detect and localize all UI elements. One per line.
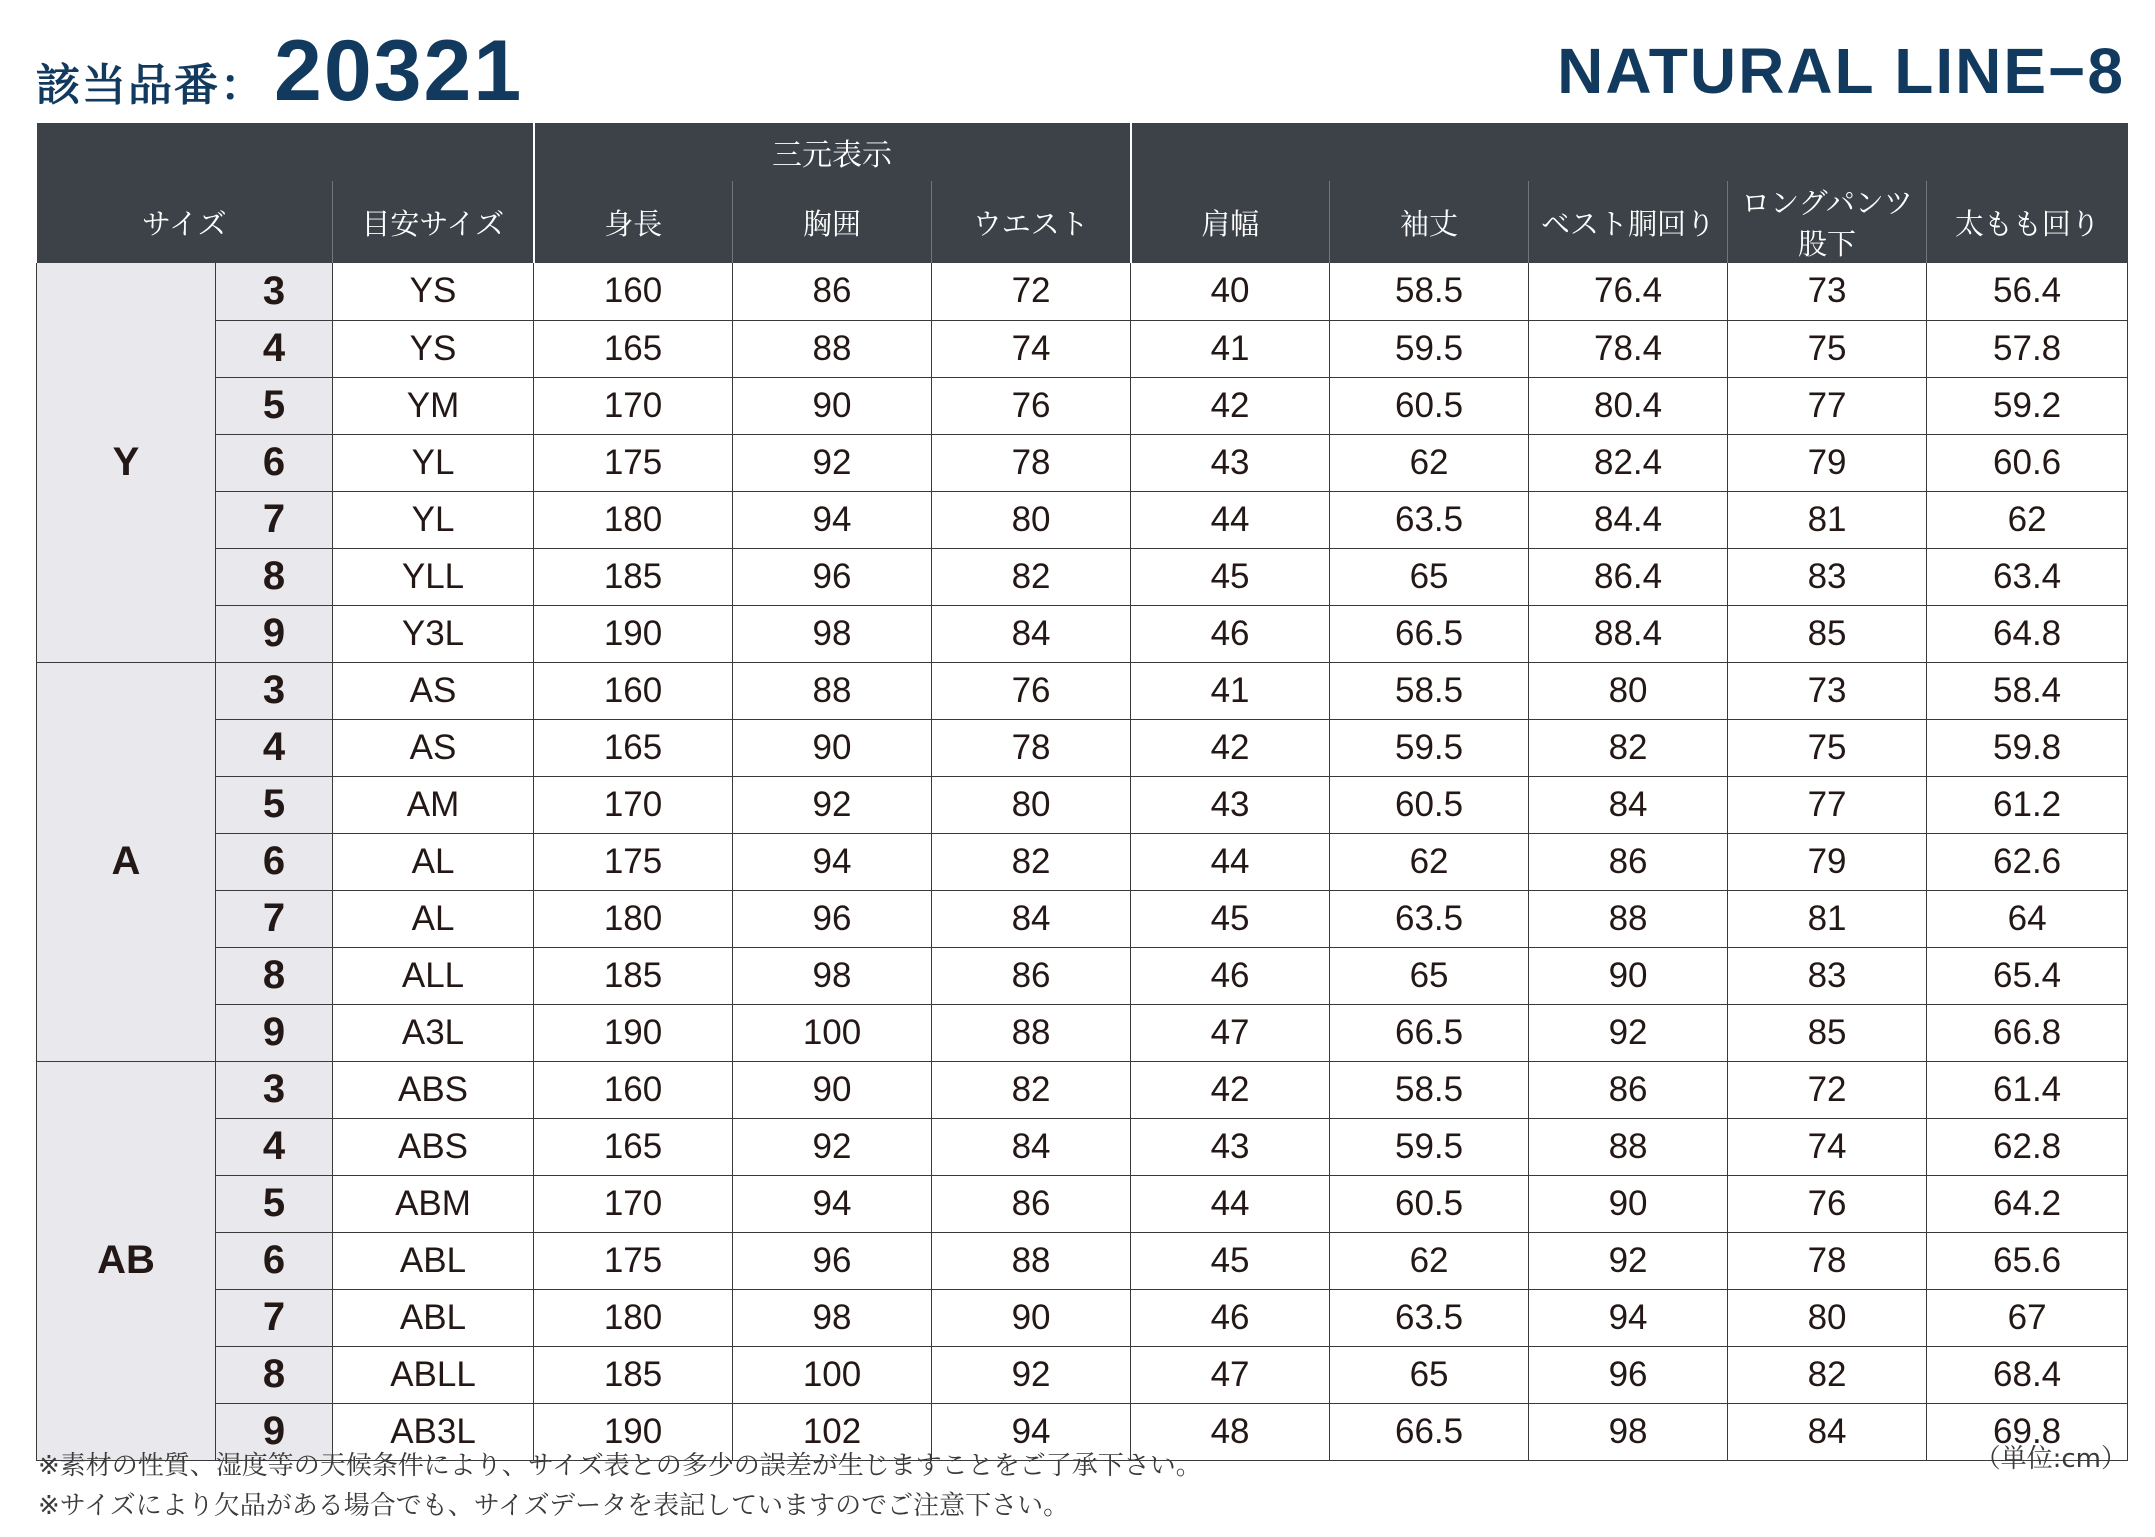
cell-height: 160 — [534, 662, 733, 719]
cell-vest-waist: 88 — [1529, 890, 1728, 947]
cell-size-number: 5 — [216, 377, 333, 434]
table-body — [37, 263, 2128, 1460]
cell-chest: 86 — [733, 263, 932, 320]
cell-thigh: 65.6 — [1927, 1232, 2128, 1289]
table-row — [37, 377, 2128, 434]
cell-height: 165 — [534, 320, 733, 377]
cell-chest: 94 — [733, 833, 932, 890]
cell-guide-size: AL — [333, 890, 534, 947]
cell-vest-waist: 78.4 — [1529, 320, 1728, 377]
cell-chest: 100 — [733, 1004, 932, 1061]
cell-shoulder: 47 — [1131, 1346, 1330, 1403]
cell-thigh: 59.2 — [1927, 377, 2128, 434]
col-header-vest-waist: ベスト胴回り — [1529, 181, 1728, 263]
cell-guide-size: YL — [333, 491, 534, 548]
cell-shoulder: 43 — [1131, 776, 1330, 833]
cell-sleeve: 58.5 — [1330, 263, 1529, 320]
table-row — [37, 605, 2128, 662]
cell-sleeve: 58.5 — [1330, 662, 1529, 719]
cell-sleeve: 62 — [1330, 833, 1529, 890]
cell-thigh: 58.4 — [1927, 662, 2128, 719]
cell-guide-size: ABS — [333, 1118, 534, 1175]
cell-shoulder: 42 — [1131, 719, 1330, 776]
cell-guide-size: YLL — [333, 548, 534, 605]
cell-height: 170 — [534, 1175, 733, 1232]
cell-height: 190 — [534, 1403, 733, 1460]
cell-vest-waist: 82.4 — [1529, 434, 1728, 491]
table-row — [37, 548, 2128, 605]
cell-guide-size: ABL — [333, 1289, 534, 1346]
cell-inseam: 74 — [1728, 1118, 1927, 1175]
header-blank-right — [1131, 123, 2128, 181]
cell-height: 185 — [534, 947, 733, 1004]
cell-waist: 78 — [932, 719, 1131, 776]
cell-chest: 92 — [733, 434, 932, 491]
cell-chest: 98 — [733, 1289, 932, 1346]
table-row — [37, 662, 2128, 719]
cell-waist: 78 — [932, 434, 1131, 491]
cell-waist: 90 — [932, 1289, 1131, 1346]
header-row-columns — [37, 181, 2128, 263]
cell-thigh: 61.2 — [1927, 776, 2128, 833]
cell-thigh: 64 — [1927, 890, 2128, 947]
col-header-waist: ウエスト — [932, 181, 1131, 263]
cell-chest: 98 — [733, 605, 932, 662]
cell-inseam: 81 — [1728, 890, 1927, 947]
cell-guide-size: YL — [333, 434, 534, 491]
cell-height: 170 — [534, 377, 733, 434]
cell-size-number: 8 — [216, 548, 333, 605]
cell-inseam: 77 — [1728, 776, 1927, 833]
cell-waist: 84 — [932, 890, 1131, 947]
cell-size-number: 5 — [216, 776, 333, 833]
table-row — [37, 1061, 2128, 1118]
cell-vest-waist: 92 — [1529, 1232, 1728, 1289]
cell-height: 190 — [534, 1004, 733, 1061]
three-dim-header: 三元表示 — [534, 123, 1131, 181]
cell-waist: 92 — [932, 1346, 1131, 1403]
table-row — [37, 1175, 2128, 1232]
cell-size-number: 4 — [216, 1118, 333, 1175]
cell-shoulder: 43 — [1131, 434, 1330, 491]
cell-height: 180 — [534, 1289, 733, 1346]
cell-thigh: 67 — [1927, 1289, 2128, 1346]
cell-inseam: 79 — [1728, 833, 1927, 890]
cell-sleeve: 66.5 — [1330, 1004, 1529, 1061]
table-row — [37, 434, 2128, 491]
cell-height: 170 — [534, 776, 733, 833]
cell-waist: 82 — [932, 548, 1131, 605]
series-title: NATURAL LINE−8 — [1557, 35, 2125, 107]
cell-guide-size: AS — [333, 662, 534, 719]
table-row — [37, 1232, 2128, 1289]
table-row — [37, 1004, 2128, 1061]
cell-guide-size: YM — [333, 377, 534, 434]
col-header-shoulder: 肩幅 — [1131, 181, 1330, 263]
cell-shoulder: 47 — [1131, 1004, 1330, 1061]
table-row — [37, 890, 2128, 947]
cell-waist: 88 — [932, 1232, 1131, 1289]
cell-waist: 80 — [932, 776, 1131, 833]
cell-waist: 88 — [932, 1004, 1131, 1061]
cell-chest: 100 — [733, 1346, 932, 1403]
cell-size-number: 9 — [216, 1004, 333, 1061]
cell-guide-size: A3L — [333, 1004, 534, 1061]
col-header-guide-size: 目安サイズ — [333, 181, 534, 263]
cell-size-number: 5 — [216, 1175, 333, 1232]
table-row — [37, 833, 2128, 890]
cell-waist: 82 — [932, 1061, 1131, 1118]
cell-size-number: 7 — [216, 491, 333, 548]
col-header-sleeve: 袖丈 — [1330, 181, 1529, 263]
cell-height: 175 — [534, 1232, 733, 1289]
cell-size-number: 8 — [216, 1346, 333, 1403]
cell-inseam: 77 — [1728, 377, 1927, 434]
cell-inseam: 79 — [1728, 434, 1927, 491]
cell-height: 165 — [534, 719, 733, 776]
cell-chest: 90 — [733, 1061, 932, 1118]
cell-thigh: 63.4 — [1927, 548, 2128, 605]
cell-waist: 72 — [932, 263, 1131, 320]
cell-inseam: 81 — [1728, 491, 1927, 548]
cell-guide-size: Y3L — [333, 605, 534, 662]
cell-size-number: 3 — [216, 263, 333, 320]
cell-chest: 96 — [733, 548, 932, 605]
cell-vest-waist: 76.4 — [1529, 263, 1728, 320]
cell-thigh: 69.8 — [1927, 1403, 2128, 1460]
cell-guide-size: ABM — [333, 1175, 534, 1232]
cell-shoulder: 44 — [1131, 491, 1330, 548]
cell-waist: 74 — [932, 320, 1131, 377]
table-row — [37, 320, 2128, 377]
cell-chest: 90 — [733, 719, 932, 776]
cell-size-number: 9 — [216, 1403, 333, 1460]
cell-thigh: 61.4 — [1927, 1061, 2128, 1118]
col-header-chest: 胸囲 — [733, 181, 932, 263]
cell-guide-size: AL — [333, 833, 534, 890]
cell-vest-waist: 80.4 — [1529, 377, 1728, 434]
cell-chest: 94 — [733, 491, 932, 548]
cell-chest: 94 — [733, 1175, 932, 1232]
col-header-inseam: ロングパンツ股下 — [1728, 181, 1927, 263]
cell-size-number: 6 — [216, 1232, 333, 1289]
cell-chest: 92 — [733, 1118, 932, 1175]
cell-inseam: 85 — [1728, 605, 1927, 662]
cell-sleeve: 59.5 — [1330, 320, 1529, 377]
table-row — [37, 947, 2128, 1004]
cell-inseam: 75 — [1728, 719, 1927, 776]
cell-sleeve: 62 — [1330, 434, 1529, 491]
cell-guide-size: ALL — [333, 947, 534, 1004]
cell-shoulder: 45 — [1131, 548, 1330, 605]
cell-waist: 94 — [932, 1403, 1131, 1460]
cell-thigh: 62 — [1927, 491, 2128, 548]
cell-shoulder: 41 — [1131, 662, 1330, 719]
cell-shoulder: 45 — [1131, 890, 1330, 947]
cell-chest: 96 — [733, 1232, 932, 1289]
cell-inseam: 83 — [1728, 548, 1927, 605]
cell-sleeve: 59.5 — [1330, 1118, 1529, 1175]
cell-guide-size: YS — [333, 320, 534, 377]
cell-sleeve: 66.5 — [1330, 1403, 1529, 1460]
cell-size-number: 7 — [216, 1289, 333, 1346]
cell-shoulder: 42 — [1131, 1061, 1330, 1118]
cell-height: 165 — [534, 1118, 733, 1175]
cell-height: 190 — [534, 605, 733, 662]
cell-inseam: 75 — [1728, 320, 1927, 377]
cell-sleeve: 63.5 — [1330, 491, 1529, 548]
table-row — [37, 1118, 2128, 1175]
cell-size-number: 4 — [216, 320, 333, 377]
cell-sleeve: 65 — [1330, 1346, 1529, 1403]
cell-guide-size: ABLL — [333, 1346, 534, 1403]
cell-size-number: 8 — [216, 947, 333, 1004]
cell-height: 175 — [534, 833, 733, 890]
cell-sleeve: 65 — [1330, 548, 1529, 605]
cell-guide-size: AB3L — [333, 1403, 534, 1460]
cell-shoulder: 43 — [1131, 1118, 1330, 1175]
cell-thigh: 62.8 — [1927, 1118, 2128, 1175]
cell-inseam: 83 — [1728, 947, 1927, 1004]
cell-chest: 92 — [733, 776, 932, 833]
cell-height: 180 — [534, 890, 733, 947]
cell-inseam: 73 — [1728, 263, 1927, 320]
product-label: 該当品番： — [36, 60, 266, 111]
cell-height: 185 — [534, 1346, 733, 1403]
cell-thigh: 57.8 — [1927, 320, 2128, 377]
cell-thigh: 64.2 — [1927, 1175, 2128, 1232]
cell-inseam: 85 — [1728, 1004, 1927, 1061]
notes — [38, 1446, 1202, 1526]
cell-waist: 76 — [932, 377, 1131, 434]
cell-vest-waist: 86.4 — [1529, 548, 1728, 605]
cell-waist: 80 — [932, 491, 1131, 548]
cell-thigh: 62.6 — [1927, 833, 2128, 890]
cell-thigh: 56.4 — [1927, 263, 2128, 320]
cell-vest-waist: 96 — [1529, 1346, 1728, 1403]
cell-guide-size: YS — [333, 263, 534, 320]
cell-waist: 76 — [932, 662, 1131, 719]
cell-vest-waist: 98 — [1529, 1403, 1728, 1460]
cell-sleeve: 63.5 — [1330, 1289, 1529, 1346]
cell-chest: 90 — [733, 377, 932, 434]
cell-chest: 98 — [733, 947, 932, 1004]
cell-vest-waist: 88 — [1529, 1118, 1728, 1175]
cell-vest-waist: 94 — [1529, 1289, 1728, 1346]
cell-shoulder: 44 — [1131, 1175, 1330, 1232]
cell-chest: 96 — [733, 890, 932, 947]
cell-vest-waist: 92 — [1529, 1004, 1728, 1061]
cell-waist: 82 — [932, 833, 1131, 890]
cell-waist: 86 — [932, 1175, 1131, 1232]
cell-chest: 88 — [733, 320, 932, 377]
cell-height: 185 — [534, 548, 733, 605]
cell-vest-waist: 86 — [1529, 1061, 1728, 1118]
cell-shoulder: 42 — [1131, 377, 1330, 434]
cell-guide-size: AS — [333, 719, 534, 776]
cell-vest-waist: 90 — [1529, 1175, 1728, 1232]
cell-sleeve: 65 — [1330, 947, 1529, 1004]
cell-height: 175 — [534, 434, 733, 491]
cell-shoulder: 46 — [1131, 1289, 1330, 1346]
size-group-label: AB — [37, 1061, 216, 1460]
col-header-height: 身長 — [534, 181, 733, 263]
cell-height: 160 — [534, 1061, 733, 1118]
size-group-label: A — [37, 662, 216, 1061]
table-row — [37, 263, 2128, 320]
size-table — [36, 123, 2128, 1461]
cell-chest: 88 — [733, 662, 932, 719]
cell-waist: 86 — [932, 947, 1131, 1004]
cell-size-number: 4 — [216, 719, 333, 776]
cell-vest-waist: 88.4 — [1529, 605, 1728, 662]
cell-thigh: 64.8 — [1927, 605, 2128, 662]
cell-shoulder: 48 — [1131, 1403, 1330, 1460]
cell-size-number: 6 — [216, 833, 333, 890]
cell-vest-waist: 86 — [1529, 833, 1728, 890]
cell-inseam: 84 — [1728, 1403, 1927, 1460]
cell-sleeve: 60.5 — [1330, 1175, 1529, 1232]
cell-shoulder: 46 — [1131, 605, 1330, 662]
cell-vest-waist: 84 — [1529, 776, 1728, 833]
cell-inseam: 82 — [1728, 1346, 1927, 1403]
cell-vest-waist: 84.4 — [1529, 491, 1728, 548]
table-row — [37, 1289, 2128, 1346]
cell-thigh: 68.4 — [1927, 1346, 2128, 1403]
cell-thigh: 60.6 — [1927, 434, 2128, 491]
cell-inseam: 80 — [1728, 1289, 1927, 1346]
note-line: ※サイズにより欠品がある場合でも、サイズデータを表記していますのでご注意下さい。 — [38, 1491, 1070, 1521]
cell-shoulder: 45 — [1131, 1232, 1330, 1289]
cell-size-number: 7 — [216, 890, 333, 947]
cell-chest: 102 — [733, 1403, 932, 1460]
cell-guide-size: ABS — [333, 1061, 534, 1118]
cell-vest-waist: 80 — [1529, 662, 1728, 719]
cell-shoulder: 40 — [1131, 263, 1330, 320]
cell-size-number: 3 — [216, 1061, 333, 1118]
cell-inseam: 73 — [1728, 662, 1927, 719]
table-row — [37, 719, 2128, 776]
col-header-thigh: 太もも回り — [1927, 181, 2128, 263]
col-header-size: サイズ — [37, 181, 333, 263]
cell-shoulder: 41 — [1131, 320, 1330, 377]
cell-shoulder: 44 — [1131, 833, 1330, 890]
cell-inseam: 78 — [1728, 1232, 1927, 1289]
unit-label: （単位:cm） — [1974, 1444, 2127, 1474]
cell-size-number: 6 — [216, 434, 333, 491]
cell-size-number: 9 — [216, 605, 333, 662]
cell-sleeve: 60.5 — [1330, 776, 1529, 833]
cell-inseam: 76 — [1728, 1175, 1927, 1232]
cell-sleeve: 62 — [1330, 1232, 1529, 1289]
cell-waist: 84 — [932, 1118, 1131, 1175]
cell-guide-size: AM — [333, 776, 534, 833]
product-heading — [36, 22, 523, 121]
cell-thigh: 65.4 — [1927, 947, 2128, 1004]
table-row — [37, 1346, 2128, 1403]
cell-sleeve: 66.5 — [1330, 605, 1529, 662]
cell-guide-size: ABL — [333, 1232, 534, 1289]
header-blank-left — [37, 123, 534, 181]
table-row — [37, 776, 2128, 833]
header-row-top — [37, 123, 2128, 181]
cell-sleeve: 63.5 — [1330, 890, 1529, 947]
cell-inseam: 72 — [1728, 1061, 1927, 1118]
cell-shoulder: 46 — [1131, 947, 1330, 1004]
cell-thigh: 59.8 — [1927, 719, 2128, 776]
cell-height: 180 — [534, 491, 733, 548]
cell-sleeve: 59.5 — [1330, 719, 1529, 776]
cell-waist: 84 — [932, 605, 1131, 662]
size-group-label: Y — [37, 263, 216, 662]
table-row — [37, 491, 2128, 548]
cell-sleeve: 60.5 — [1330, 377, 1529, 434]
cell-height: 160 — [534, 263, 733, 320]
cell-sleeve: 58.5 — [1330, 1061, 1529, 1118]
product-number: 20321 — [274, 23, 524, 119]
cell-vest-waist: 90 — [1529, 947, 1728, 1004]
note-line: ※素材の性質、湿度等の天候条件により、サイズ表との多少の誤差が生じますことをご了承下さい。 — [38, 1451, 1202, 1481]
cell-vest-waist: 82 — [1529, 719, 1728, 776]
cell-size-number: 3 — [216, 662, 333, 719]
cell-thigh: 66.8 — [1927, 1004, 2128, 1061]
